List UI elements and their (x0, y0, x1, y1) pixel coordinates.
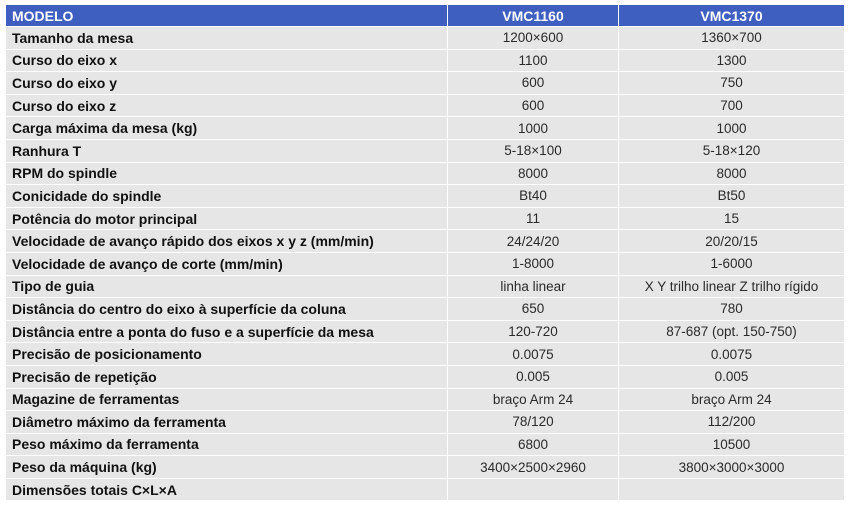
row-label: Peso máximo da ferramenta (6, 433, 448, 456)
row-label: Carga máxima da mesa (kg) (6, 117, 448, 140)
cell-vmc1160: 0.0075 (448, 343, 619, 366)
cell-vmc1160: 1-8000 (448, 252, 619, 275)
table-row (6, 478, 845, 501)
cell-vmc1160: Bt40 (448, 185, 619, 208)
cell-vmc1370: 87-687 (opt. 150-750) (619, 320, 845, 343)
spec-table (5, 4, 845, 501)
table-row (6, 343, 845, 366)
row-label: Velocidade de avanço de corte (mm/min) (6, 252, 448, 275)
table-row (6, 252, 845, 275)
table-row (6, 117, 845, 140)
row-label: RPM do spindle (6, 162, 448, 185)
table-row (6, 275, 845, 298)
header-vmc1160: VMC1160 (448, 5, 619, 27)
cell-vmc1370: X Y trilho linear Z trilho rígido (619, 275, 845, 298)
row-label: Tamanho da mesa (6, 27, 448, 50)
table-row (6, 456, 845, 479)
spec-table-body (6, 27, 845, 501)
table-row (6, 388, 845, 411)
row-label: Curso do eixo x (6, 49, 448, 72)
cell-vmc1160: 5-18×100 (448, 139, 619, 162)
cell-vmc1160: 600 (448, 94, 619, 117)
row-label: Curso do eixo z (6, 94, 448, 117)
cell-vmc1370: 1000 (619, 117, 845, 140)
table-row (6, 139, 845, 162)
cell-vmc1160: braço Arm 24 (448, 388, 619, 411)
cell-vmc1160: 78/120 (448, 411, 619, 434)
table-row (6, 411, 845, 434)
table-row (6, 49, 845, 72)
cell-vmc1160: 24/24/20 (448, 230, 619, 253)
cell-vmc1160: 1200×600 (448, 27, 619, 50)
cell-vmc1370: 1-6000 (619, 252, 845, 275)
cell-vmc1160: 600 (448, 72, 619, 95)
row-label: Distância do centro do eixo à superfície da coluna (6, 298, 448, 321)
cell-vmc1160: 120-720 (448, 320, 619, 343)
cell-vmc1160: 6800 (448, 433, 619, 456)
table-row (6, 433, 845, 456)
row-label: Ranhura T (6, 139, 448, 162)
table-row (6, 365, 845, 388)
row-label: Peso da máquina (kg) (6, 456, 448, 479)
cell-vmc1370: 0.005 (619, 365, 845, 388)
row-label: Diâmetro máximo da ferramenta (6, 411, 448, 434)
cell-vmc1370: 5-18×120 (619, 139, 845, 162)
row-label: Magazine de ferramentas (6, 388, 448, 411)
row-label: Tipo de guia (6, 275, 448, 298)
row-label: Curso do eixo y (6, 72, 448, 95)
cell-vmc1370: 15 (619, 207, 845, 230)
row-label: Precisão de posicionamento (6, 343, 448, 366)
cell-vmc1160: 3400×2500×2960 (448, 456, 619, 479)
table-row (6, 162, 845, 185)
cell-vmc1370: Bt50 (619, 185, 845, 208)
cell-vmc1370: 112/200 (619, 411, 845, 434)
header-modelo: MODELO (6, 5, 448, 27)
table-row (6, 298, 845, 321)
cell-vmc1370: 750 (619, 72, 845, 95)
table-row (6, 185, 845, 208)
row-label: Conicidade do spindle (6, 185, 448, 208)
row-label: Distância entre a ponta do fuso e a superfície da mesa (6, 320, 448, 343)
cell-vmc1370: 8000 (619, 162, 845, 185)
table-row (6, 27, 845, 50)
cell-vmc1370: 20/20/15 (619, 230, 845, 253)
table-header-row (6, 5, 845, 27)
table-row (6, 72, 845, 95)
row-label: Potência do motor principal (6, 207, 448, 230)
cell-vmc1160: linha linear (448, 275, 619, 298)
cell-vmc1160 (448, 478, 619, 501)
cell-vmc1370: 0.0075 (619, 343, 845, 366)
header-vmc1370: VMC1370 (619, 5, 845, 27)
cell-vmc1370: 1300 (619, 49, 845, 72)
cell-vmc1370: 1360×700 (619, 27, 845, 50)
cell-vmc1160: 1000 (448, 117, 619, 140)
row-label: Dimensões totais C×L×A (6, 478, 448, 501)
table-row (6, 230, 845, 253)
cell-vmc1160: 1100 (448, 49, 619, 72)
cell-vmc1160: 0.005 (448, 365, 619, 388)
cell-vmc1160: 8000 (448, 162, 619, 185)
cell-vmc1370: 3800×3000×3000 (619, 456, 845, 479)
row-label: Velocidade de avanço rápido dos eixos x y z (mm/min) (6, 230, 448, 253)
cell-vmc1370: 780 (619, 298, 845, 321)
row-label: Precisão de repetição (6, 365, 448, 388)
cell-vmc1370: 700 (619, 94, 845, 117)
cell-vmc1370: 10500 (619, 433, 845, 456)
cell-vmc1160: 11 (448, 207, 619, 230)
cell-vmc1370 (619, 478, 845, 501)
table-row (6, 94, 845, 117)
table-row (6, 320, 845, 343)
table-row (6, 207, 845, 230)
cell-vmc1370: braço Arm 24 (619, 388, 845, 411)
cell-vmc1160: 650 (448, 298, 619, 321)
